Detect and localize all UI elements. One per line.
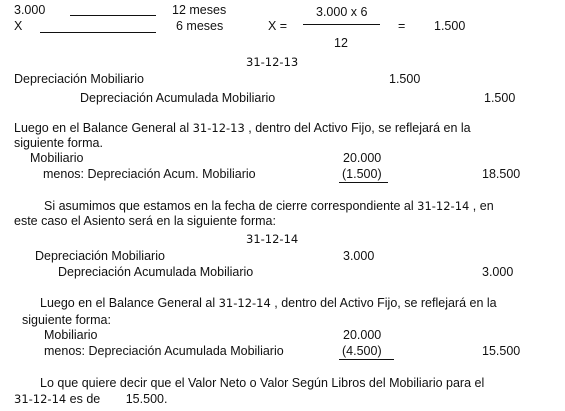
entry1-debit-amount: 1.500 [389, 72, 421, 86]
para2-date: 31-12-14 [417, 199, 470, 213]
rule-row1-right: 12 meses [172, 3, 227, 17]
para3-date: 31-12-14 [218, 296, 271, 310]
entry2-debit-amount: 3.000 [343, 249, 375, 263]
fraction-bar [303, 24, 380, 25]
calc-result: 1.500 [434, 19, 466, 33]
fraction-denominator: 12 [334, 36, 348, 50]
balance1-asset-label: Mobiliario [30, 151, 84, 165]
fraction-numerator: 3.000 x 6 [316, 5, 368, 19]
rule-row2-left: X [14, 19, 23, 33]
rule-row1-left: 3.000 [14, 3, 46, 17]
balance2-net-amount: 15.500 [482, 344, 521, 358]
entry2-date: 31-12-14 [246, 232, 299, 246]
balance1-net-amount: 18.500 [482, 167, 521, 181]
para4-net-value: 15.500. [125, 392, 168, 406]
rule-row2-right: 6 meses [176, 19, 224, 33]
entry1-credit-account: Depreciación Acumulada Mobiliario [80, 91, 276, 105]
balance2-less-label: menos: Depreciación Acumulada Mobiliario [44, 344, 284, 358]
entry2-debit-account: Depreciación Mobiliario [35, 249, 165, 263]
para4-date: 31-12-14 [14, 392, 67, 406]
para4-line2: 31-12-14 es de 15.500. [14, 392, 168, 406]
entry1-credit-amount: 1.500 [484, 91, 516, 105]
para2-line2: este caso el Asiento será en la siguiente forma: [14, 214, 276, 228]
entry1-debit-account: Depreciación Mobiliario [14, 72, 144, 86]
para2-line1: Si asumimos que estamos en la fecha de cierre correspondiente al 31-12-14 , en [44, 199, 494, 213]
para4-line1: Lo que quiere decir que el Valor Neto o Valor Según Libros del Mobiliario para el [40, 376, 485, 390]
balance2-asset-amount: 20.000 [343, 328, 382, 342]
para1-line1: Luego en el Balance General al 31-12-13 , dentro del Activo Fijo, se reflejará en la [14, 121, 471, 135]
balance2-less-amount: (4.500) [339, 344, 394, 360]
entry2-credit-account: Depreciación Acumulada Mobiliario [58, 265, 254, 279]
equals-sign: = [398, 19, 406, 33]
rule-row2-line [40, 32, 156, 33]
para1-line2: siguiente forma. [14, 136, 103, 150]
balance2-asset-label: Mobiliario [44, 328, 98, 342]
balance1-less-amount: (1.500) [339, 167, 388, 183]
balance1-less-label: menos: Depreciación Acum. Mobiliario [43, 167, 256, 181]
entry2-credit-amount: 3.000 [482, 265, 514, 279]
rule-row1-line [70, 15, 156, 16]
para3-line1: Luego en el Balance General al 31-12-14 , dentro del Activo Fijo, se reflejará en la [40, 296, 497, 310]
para3-line2: siguiente forma: [22, 313, 111, 327]
para1-date: 31-12-13 [192, 121, 245, 135]
entry1-date: 31-12-13 [246, 55, 299, 69]
x-equals-label: X = [268, 19, 288, 33]
balance1-asset-amount: 20.000 [343, 151, 382, 165]
